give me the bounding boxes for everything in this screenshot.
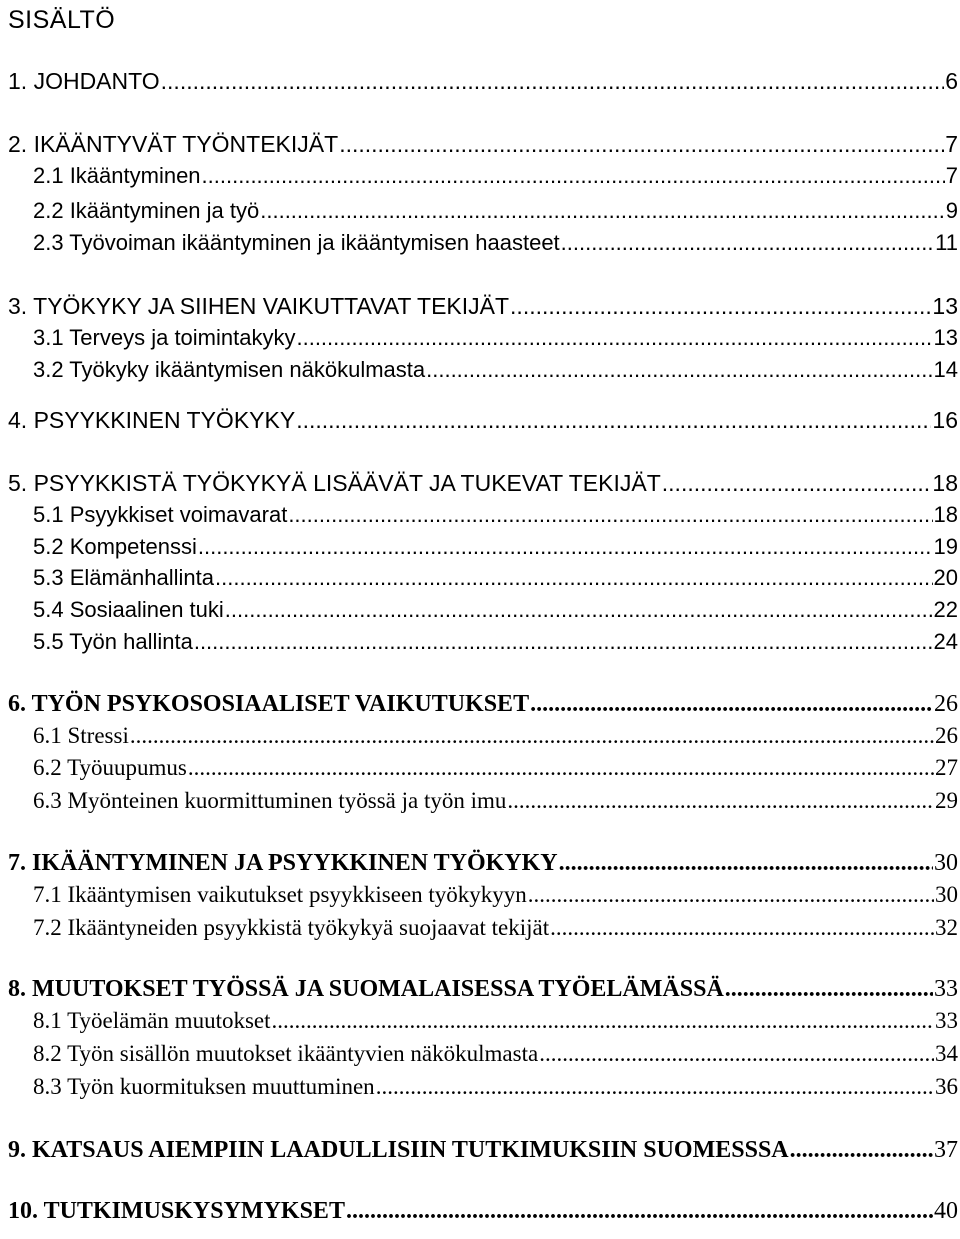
toc-entry-label: 8.2 Työn sisällön muutokset ikääntyvien näkökulmasta (33, 1041, 539, 1066)
toc-entry-label: 5.5 Työn hallinta (33, 629, 193, 654)
toc-entry[interactable] (33, 1005, 958, 1037)
toc-entry-label: 3.2 Työkyky ikääntymisen näkökulmasta (33, 357, 426, 382)
page-title: SISÄLTÖ (8, 6, 116, 34)
toc-entry[interactable] (33, 879, 958, 911)
dot-leader (198, 531, 933, 563)
toc-entry[interactable] (33, 594, 958, 626)
toc-entry[interactable] (33, 720, 958, 752)
dot-leader (507, 785, 934, 817)
toc-entry-label: 8.3 Työn kuormituksen muuttuminen (33, 1074, 375, 1099)
dot-leader (130, 720, 934, 752)
toc-page-number: 33 (935, 1008, 958, 1033)
toc-page-number: 7 (945, 131, 958, 157)
dot-leader (215, 562, 933, 594)
toc-entry[interactable] (33, 1038, 958, 1070)
toc-entry[interactable] (8, 290, 958, 322)
toc-page-number: 18 (932, 470, 958, 496)
toc-entry[interactable] (8, 128, 958, 160)
dot-leader (194, 626, 933, 658)
toc-entry-label: 6. TYÖN PSYKOSOSIAALISET VAIKUTUKSET (8, 691, 530, 717)
toc-page-number: 37 (934, 1137, 958, 1163)
toc-entry-label: 1. JOHDANTO (8, 68, 160, 94)
dot-leader (260, 195, 945, 227)
dot-leader (790, 1134, 933, 1166)
toc-entry-label: 7.1 Ikääntymisen vaikutukset psyykkiseen työkykyyn (33, 882, 527, 907)
toc-entry[interactable] (8, 404, 958, 436)
toc-entry[interactable] (33, 1071, 958, 1103)
toc-entry[interactable] (33, 322, 958, 354)
toc-entry[interactable] (8, 688, 958, 720)
dot-leader (662, 467, 932, 499)
toc-entry[interactable] (33, 227, 958, 259)
toc-entry[interactable] (8, 1195, 958, 1227)
toc-entry-label: 7. IKÄÄNTYMINEN JA PSYYKKINEN TYÖKYKY (8, 850, 558, 876)
toc-entry-label: 9. KATSAUS AIEMPIIN LAADULLISIIN TUTKIMUKSIIN SUOMESSSA (8, 1137, 789, 1163)
toc-entry[interactable] (33, 195, 958, 227)
toc-entry[interactable] (33, 160, 958, 192)
toc-page-number: 40 (934, 1198, 958, 1224)
toc-page-number: 33 (934, 976, 958, 1002)
toc-page-number: 29 (935, 788, 958, 813)
toc-page-number: 6 (945, 68, 958, 94)
toc-entry[interactable] (8, 847, 958, 879)
dot-leader (202, 160, 945, 192)
toc-entry-label: 6.1 Stressi (33, 723, 129, 748)
toc-entry-label: 3. TYÖKYKY JA SIIHEN VAIKUTTAVAT TEKIJÄT (8, 293, 510, 319)
toc-page-number: 26 (934, 691, 958, 717)
dot-leader (296, 404, 931, 436)
dot-leader (528, 879, 934, 911)
toc-page-number: 27 (935, 755, 958, 780)
toc-page-number: 19 (933, 534, 958, 559)
toc-page-number: 22 (933, 597, 958, 622)
toc-page-number: 7 (945, 163, 958, 188)
toc-entry-label: 5. PSYYKKISTÄ TYÖKYKYÄ LISÄÄVÄT JA TUKEVAT TEKIJÄT (8, 470, 661, 496)
toc-entry-label: 8. MUUTOKSET TYÖSSÄ JA SUOMALAISESSA TYÖELÄMÄSSÄ (8, 976, 724, 1002)
toc-entry-label: 2.2 Ikääntyminen ja työ (33, 198, 260, 223)
toc-entry-label: 6.3 Myönteinen kuormittuminen työssä ja työn imu (33, 788, 507, 813)
toc-entry-label: 6.2 Työuupumus (33, 755, 187, 780)
toc-page-number: 13 (932, 293, 958, 319)
toc-page-number: 30 (934, 850, 958, 876)
toc-entry-label: 2.1 Ikääntyminen (33, 163, 201, 188)
toc-page-number: 16 (932, 407, 958, 433)
toc-page-number: 14 (933, 357, 958, 382)
toc-entry[interactable] (33, 531, 958, 563)
dot-leader (539, 1038, 934, 1070)
toc-entry-label: 5.1 Psyykkiset voimavarat (33, 502, 288, 527)
dot-leader (559, 847, 933, 879)
toc-page-number: 24 (933, 629, 958, 654)
toc-entry-label: 3.1 Terveys ja toimintakyky (33, 325, 296, 350)
toc-page-number: 26 (935, 723, 958, 748)
dot-leader (288, 499, 932, 531)
toc-page-number: 32 (935, 915, 958, 940)
toc-entry[interactable] (8, 973, 958, 1005)
toc-page-number: 30 (935, 882, 958, 907)
toc-entry-label: 5.4 Sosiaalinen tuki (33, 597, 224, 622)
dot-leader (272, 1005, 934, 1037)
dot-leader (530, 688, 933, 720)
toc-entry-label: 5.2 Kompetenssi (33, 534, 197, 559)
toc-entry-label: 10. TUTKIMUSKYSYMYKSET (8, 1198, 345, 1224)
dot-leader (188, 752, 934, 784)
toc-page-number: 9 (945, 198, 958, 223)
dot-leader (561, 227, 934, 259)
toc-entry-label: 4. PSYYKKINEN TYÖKYKY (8, 407, 296, 433)
toc-entry[interactable] (33, 785, 958, 817)
toc-page-number: 13 (933, 325, 958, 350)
toc-entry[interactable] (33, 562, 958, 594)
toc-entry[interactable] (33, 912, 958, 944)
toc-entry-label: 2. IKÄÄNTYVÄT TYÖNTEKIJÄT (8, 131, 339, 157)
toc-entry[interactable] (8, 65, 958, 97)
dot-leader (225, 594, 933, 626)
toc-entry[interactable] (8, 467, 958, 499)
toc-entry-label: 7.2 Ikääntyneiden psyykkistä työkykyä suojaavat tekijät (33, 915, 550, 940)
dot-leader (346, 1195, 933, 1227)
dot-leader (339, 128, 944, 160)
toc-page-number: 20 (933, 565, 958, 590)
toc-entry-label: 2.3 Työvoiman ikääntyminen ja ikääntymisen haasteet (33, 230, 560, 255)
dot-leader (725, 973, 933, 1005)
toc-entry[interactable] (33, 752, 958, 784)
toc-entry[interactable] (8, 1134, 958, 1166)
toc-page-number: 18 (933, 502, 958, 527)
dot-leader (296, 322, 932, 354)
toc-entry-label: 5.3 Elämänhallinta (33, 565, 215, 590)
dot-leader (376, 1071, 934, 1103)
toc-page-number: 34 (935, 1041, 958, 1066)
toc-entry[interactable] (33, 499, 958, 531)
toc-entry-label: 8.1 Työelämän muutokset (33, 1008, 271, 1033)
toc-entry[interactable] (33, 354, 958, 386)
dot-leader (510, 290, 931, 322)
dot-leader (161, 65, 945, 97)
dot-leader (550, 912, 934, 944)
dot-leader (426, 354, 932, 386)
toc-page-number: 36 (935, 1074, 958, 1099)
toc-entry[interactable] (33, 626, 958, 658)
toc-page-number: 11 (935, 230, 958, 255)
